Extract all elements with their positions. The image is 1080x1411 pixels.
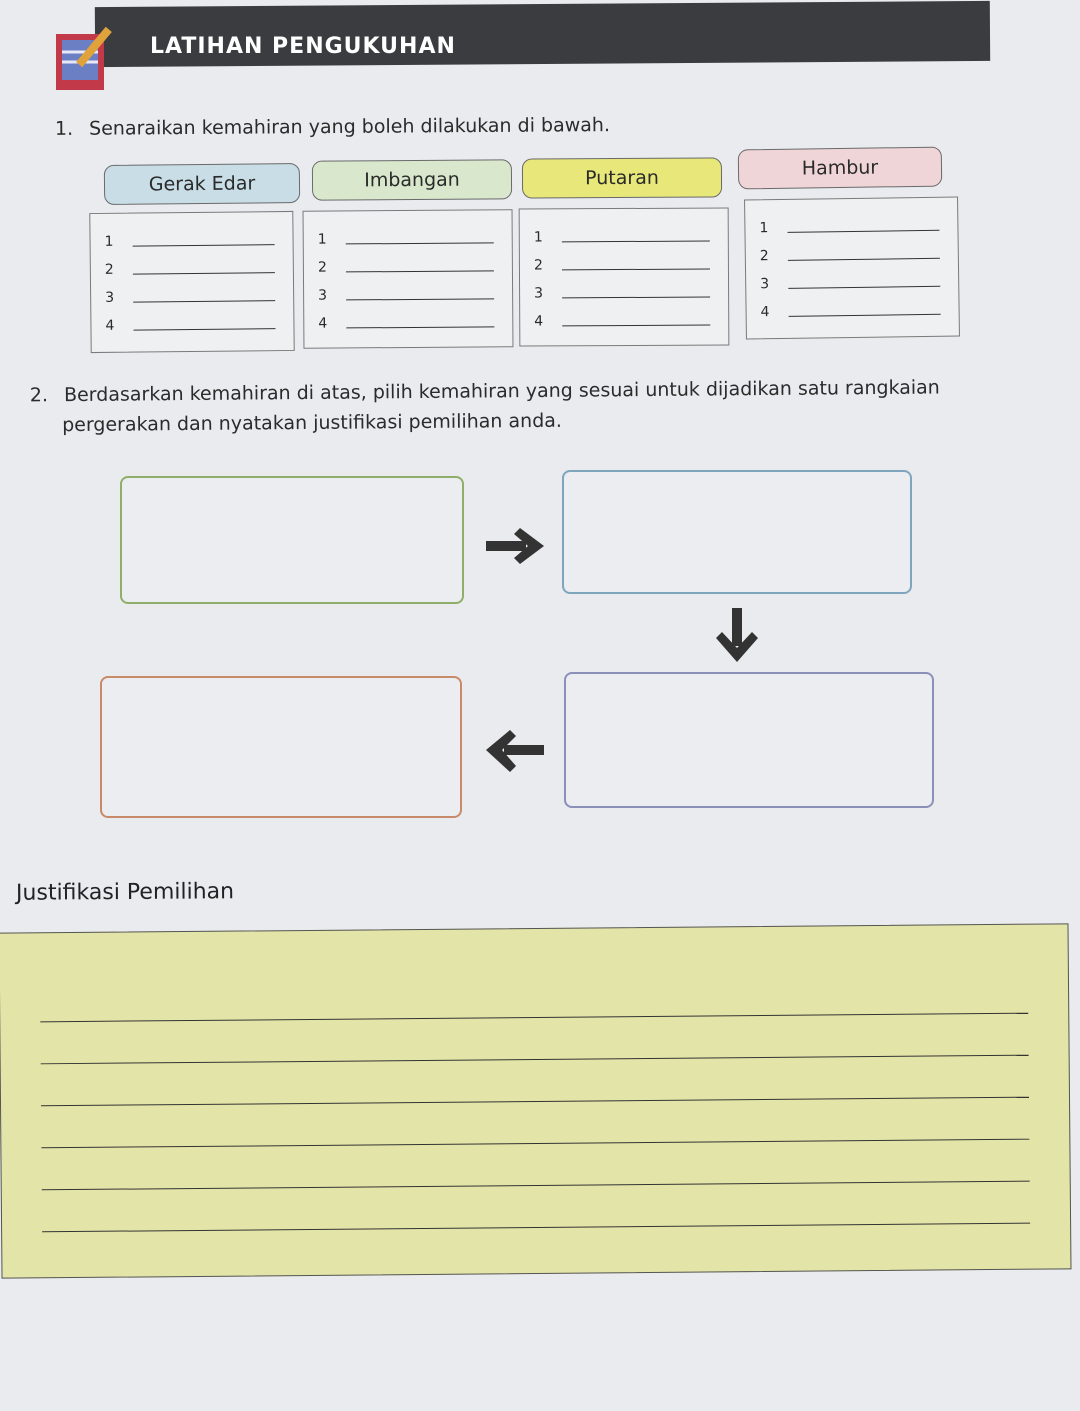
answer-row[interactable] <box>105 316 275 334</box>
answer-blank[interactable] <box>346 241 494 244</box>
answer-row[interactable] <box>760 246 940 265</box>
answer-blank[interactable] <box>346 269 494 272</box>
skill-header-4: Hambur <box>738 147 943 190</box>
arrow-left-icon <box>484 728 546 774</box>
answer-row[interactable] <box>760 302 940 321</box>
skill-card-4 <box>744 197 960 340</box>
flow-box-2[interactable] <box>562 470 912 594</box>
page-title: LATIHAN PENGUKUHAN <box>150 34 456 59</box>
arrow-down-icon <box>714 606 760 664</box>
answer-row-number: 3 <box>318 287 328 304</box>
answer-row[interactable] <box>534 285 710 302</box>
skill-header-1: Gerak Edar <box>104 163 300 205</box>
answer-blank[interactable] <box>562 296 710 299</box>
answer-blank[interactable] <box>562 324 710 327</box>
answer-row-number: 2 <box>104 261 114 278</box>
justification-line[interactable] <box>40 1013 1028 1023</box>
answer-row-number: 2 <box>533 257 543 274</box>
answer-row[interactable] <box>105 260 275 278</box>
answer-blank[interactable] <box>346 325 494 328</box>
answer-row-number: 1 <box>104 233 114 250</box>
answer-row-number: 4 <box>534 313 544 330</box>
question-2-number: 2. <box>29 384 49 407</box>
answer-row[interactable] <box>534 257 710 274</box>
answer-blank[interactable] <box>789 313 941 317</box>
question-2 <box>30 372 1040 442</box>
answer-row-number: 1 <box>533 229 543 246</box>
answer-row[interactable] <box>318 230 494 247</box>
flow-box-3[interactable] <box>100 676 462 818</box>
justification-line[interactable] <box>42 1181 1030 1191</box>
answer-blank[interactable] <box>562 240 710 243</box>
answer-row[interactable] <box>318 314 494 331</box>
justification-box[interactable] <box>0 923 1071 1278</box>
answer-row[interactable] <box>534 313 710 330</box>
arrow-right-icon <box>484 526 546 566</box>
question-2-line-1: Berdasarkan kemahiran di atas, pilih kemahiran yang sesuai untuk dijadikan satu rangkaian <box>63 376 940 407</box>
answer-row-number: 4 <box>760 304 770 321</box>
question-1-text: Senaraikan kemahiran yang boleh dilakukan di bawah. <box>89 114 611 140</box>
skill-card-2 <box>303 209 514 348</box>
justification-line[interactable] <box>41 1097 1029 1107</box>
justification-label: Justifikasi Pemilihan <box>15 879 235 906</box>
skill-card-1 <box>89 211 294 353</box>
answer-blank[interactable] <box>133 299 275 302</box>
answer-row[interactable] <box>318 258 494 275</box>
answer-row[interactable] <box>534 229 710 246</box>
answer-row-number: 2 <box>759 248 769 265</box>
answer-row[interactable] <box>105 288 275 306</box>
answer-row-number: 3 <box>760 276 770 293</box>
skill-header-2: Imbangan <box>312 159 512 200</box>
answer-row-number: 4 <box>105 317 115 334</box>
flow-box-1[interactable] <box>120 476 464 604</box>
answer-row-number: 3 <box>105 289 115 306</box>
answer-blank[interactable] <box>133 327 275 330</box>
skill-header-3: Putaran <box>522 157 722 198</box>
justification-line[interactable] <box>42 1223 1030 1233</box>
question-2-line-2: pergerakan dan nyatakan justifikasi pemilihan anda. <box>62 410 562 437</box>
answer-row-number: 3 <box>534 285 544 302</box>
flow-box-4[interactable] <box>564 672 934 808</box>
answer-row-number: 1 <box>317 231 327 248</box>
answer-blank[interactable] <box>133 271 275 274</box>
answer-blank[interactable] <box>788 285 940 289</box>
skills-table <box>0 0 1080 360</box>
answer-row[interactable] <box>759 218 939 237</box>
justification-line[interactable] <box>41 1139 1029 1149</box>
justification-line[interactable] <box>41 1055 1029 1065</box>
answer-row[interactable] <box>760 274 940 293</box>
answer-row-number: 1 <box>759 220 769 237</box>
skill-card-3 <box>519 207 730 346</box>
answer-blank[interactable] <box>788 257 940 261</box>
answer-row[interactable] <box>104 232 274 250</box>
question-1-number: 1. <box>54 117 74 140</box>
answer-row-number: 2 <box>317 259 327 276</box>
answer-row-number: 4 <box>318 315 328 332</box>
answer-blank[interactable] <box>787 229 939 233</box>
answer-blank[interactable] <box>562 268 710 271</box>
answer-blank[interactable] <box>133 243 275 246</box>
answer-row[interactable] <box>318 286 494 303</box>
answer-blank[interactable] <box>346 297 494 300</box>
